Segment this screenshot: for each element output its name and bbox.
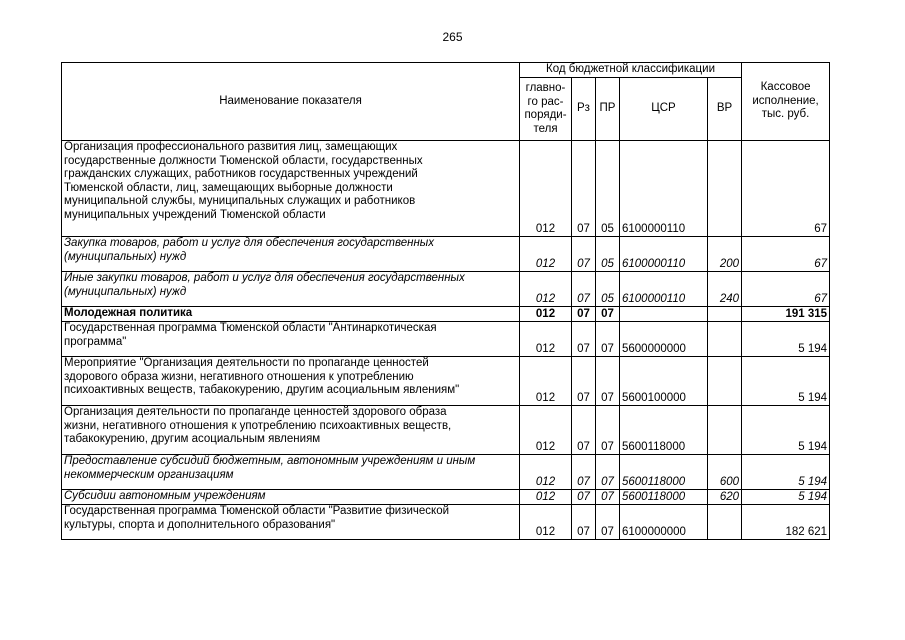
row-name-line: Государственная программа Тюменской области "Развитие физической <box>64 505 450 517</box>
row-pr: 05 <box>596 272 620 307</box>
row-name-line: жизни, негативного отношения к употреблению психоактивных веществ, <box>64 419 452 432</box>
header-grbs-line: го рас- <box>527 95 564 108</box>
row-name-line: программа" <box>64 335 127 348</box>
table-row <box>62 237 830 272</box>
row-name-line: здорового образа жизни, негативного отношения к употреблению <box>64 370 414 383</box>
row-amount: 182 621 <box>742 505 830 540</box>
header-amount <box>742 63 830 141</box>
row-rz: 07 <box>572 357 596 406</box>
table-row <box>62 406 830 455</box>
header-name: Наименование показателя <box>62 63 520 141</box>
row-csr: 5600118000 <box>620 406 708 455</box>
row-amount: 5 194 <box>742 322 830 357</box>
table-body <box>62 141 830 540</box>
row-pr: 05 <box>596 237 620 272</box>
row-name-line: Организация деятельности по пропаганде ценностей здорового образа <box>64 406 447 418</box>
row-name <box>62 307 520 322</box>
row-rz: 07 <box>572 307 596 322</box>
table-row <box>62 505 830 540</box>
row-pr: 07 <box>596 322 620 357</box>
row-name-line: (муниципальных) нужд <box>64 285 187 298</box>
row-csr: 6100000000 <box>620 505 708 540</box>
row-name <box>62 141 520 237</box>
row-name-line: Закупка товаров, работ и услуг для обеспечения государственных <box>64 237 435 249</box>
row-rz: 07 <box>572 406 596 455</box>
table-row <box>62 307 830 322</box>
header-code-group: Код бюджетной классификации <box>520 63 742 78</box>
row-name-line: Мероприятие "Организация деятельности по пропаганде ценностей <box>64 357 429 369</box>
row-name-line: Тюменской области, лиц, замещающих выборные должности <box>64 181 393 194</box>
row-csr: 5600118000 <box>620 455 708 490</box>
row-name <box>62 237 520 272</box>
header-grbs-line: теля <box>533 122 558 135</box>
row-vr <box>708 357 742 406</box>
header-grbs-line: главно- <box>525 82 566 94</box>
table-row <box>62 272 830 307</box>
row-csr <box>620 307 708 322</box>
row-amount: 5 194 <box>742 455 830 490</box>
row-amount: 191 315 <box>742 307 830 322</box>
row-name-line: культуры, спорта и дополнительного образования" <box>64 518 336 531</box>
row-vr: 200 <box>708 237 742 272</box>
header-vr: ВР <box>708 78 742 141</box>
row-name <box>62 406 520 455</box>
row-vr: 600 <box>708 455 742 490</box>
row-grbs: 012 <box>520 237 572 272</box>
row-rz: 07 <box>572 237 596 272</box>
row-name <box>62 357 520 406</box>
row-name-line: Государственная программа Тюменской области "Антинаркотическая <box>64 322 437 334</box>
row-grbs: 012 <box>520 272 572 307</box>
row-name <box>62 322 520 357</box>
row-name-line: Субсидии автономным учреждениям <box>64 490 266 502</box>
row-grbs: 012 <box>520 357 572 406</box>
row-grbs: 012 <box>520 455 572 490</box>
row-csr: 5600118000 <box>620 490 708 505</box>
row-csr: 6100000110 <box>620 237 708 272</box>
table-row <box>62 322 830 357</box>
row-rz: 07 <box>572 141 596 237</box>
row-amount: 67 <box>742 141 830 237</box>
row-csr: 6100000110 <box>620 272 708 307</box>
row-name-line: Предоставление субсидий бюджетным, автономным учреждениям и иным <box>64 455 476 467</box>
header-grbs <box>520 78 572 141</box>
row-name <box>62 272 520 307</box>
row-name-line: Иные закупки товаров, работ и услуг для обеспечения государственных <box>64 272 465 284</box>
row-name-line: муниципальных учреждений Тюменской области <box>64 208 326 221</box>
row-amount: 5 194 <box>742 490 830 505</box>
row-csr: 6100000110 <box>620 141 708 237</box>
row-name-line: гражданских служащих, работников государственных учреждений <box>64 168 418 180</box>
row-vr <box>708 307 742 322</box>
table-row <box>62 141 830 237</box>
table-row <box>62 455 830 490</box>
row-pr: 07 <box>596 357 620 406</box>
row-pr: 07 <box>596 406 620 455</box>
row-vr <box>708 505 742 540</box>
row-rz: 07 <box>572 322 596 357</box>
row-pr: 07 <box>596 505 620 540</box>
row-vr <box>708 406 742 455</box>
row-name-line: (муниципальных) нужд <box>64 250 187 263</box>
table-row <box>62 357 830 406</box>
row-vr: 620 <box>708 490 742 505</box>
budget-table <box>61 62 830 540</box>
row-grbs: 012 <box>520 406 572 455</box>
row-grbs: 012 <box>520 490 572 505</box>
row-pr: 07 <box>596 455 620 490</box>
header-rz: Рз <box>572 78 596 141</box>
row-rz: 07 <box>572 490 596 505</box>
row-amount: 5 194 <box>742 357 830 406</box>
header-csr: ЦСР <box>620 78 708 141</box>
row-name <box>62 455 520 490</box>
row-name <box>62 490 520 505</box>
header-amount-line: исполнение, <box>752 94 819 107</box>
row-vr: 240 <box>708 272 742 307</box>
table-row <box>62 490 830 505</box>
row-rz: 07 <box>572 455 596 490</box>
row-grbs: 012 <box>520 322 572 357</box>
row-vr <box>708 141 742 237</box>
row-name-line: психоактивных веществ, табакокурению, другим асоциальным явлениям" <box>64 384 460 396</box>
row-name-line: муниципальной службы, муниципальных служащих и работников <box>64 195 416 207</box>
row-grbs: 012 <box>520 307 572 322</box>
row-grbs: 012 <box>520 505 572 540</box>
header-pr: ПР <box>596 78 620 141</box>
row-name <box>62 505 520 540</box>
row-pr: 07 <box>596 307 620 322</box>
header-amount-line: Кассовое <box>760 81 811 94</box>
row-name-line: некоммерческим организациям <box>64 468 234 481</box>
row-amount: 67 <box>742 237 830 272</box>
row-grbs: 012 <box>520 141 572 237</box>
row-name-line: табакокурению, другим асоциальным явлениям <box>64 433 321 445</box>
row-amount: 5 194 <box>742 406 830 455</box>
row-name-line: государственные должности Тюменской области, государственных <box>64 154 423 167</box>
row-name-line: Организация профессионального развития лиц, замещающих <box>64 141 398 153</box>
row-csr: 5600000000 <box>620 322 708 357</box>
row-csr: 5600100000 <box>620 357 708 406</box>
row-vr <box>708 322 742 357</box>
row-name-line: Молодежная политика <box>64 307 193 319</box>
row-rz: 07 <box>572 505 596 540</box>
row-rz: 07 <box>572 272 596 307</box>
row-pr: 05 <box>596 141 620 237</box>
page-number: 265 <box>442 30 463 44</box>
header-grbs-line: поряди- <box>524 109 567 121</box>
row-pr: 07 <box>596 490 620 505</box>
header-amount-line: тыс. руб. <box>761 108 810 121</box>
row-amount: 67 <box>742 272 830 307</box>
